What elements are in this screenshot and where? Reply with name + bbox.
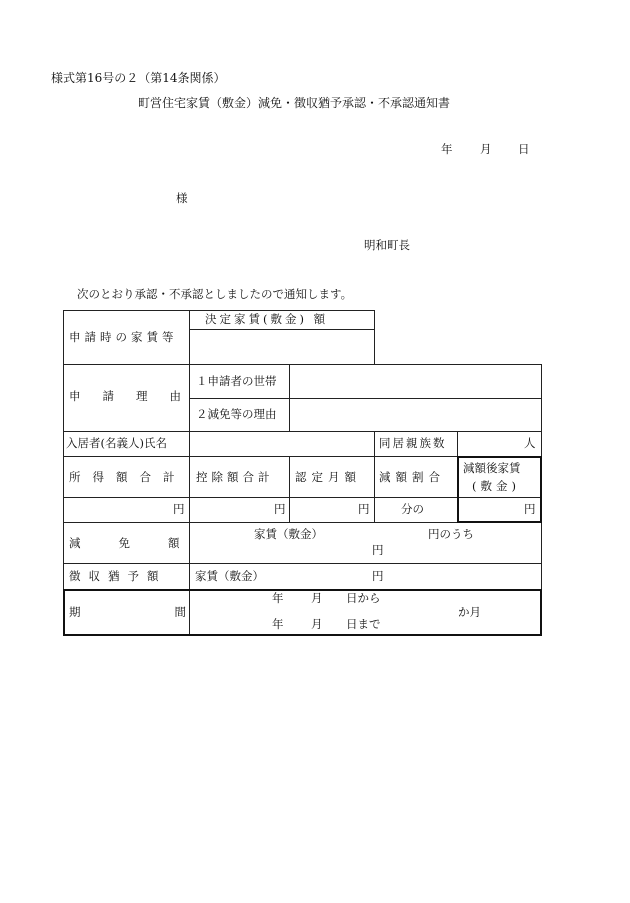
deduction-yen: 円 xyxy=(274,502,286,516)
certified-yen: 円 xyxy=(358,502,370,516)
period-from-month: 月 xyxy=(311,591,323,605)
document-title: 町営住宅家賃（敷金）減免・徴収猶予承認・不承認通知書 xyxy=(138,96,451,110)
period-to-year: 年 xyxy=(272,617,284,631)
period-from-day: 日から xyxy=(346,591,381,605)
date-month-label: 月 xyxy=(480,142,492,156)
intro-text: 次のとおり承認・不承認としましたので通知します。 xyxy=(77,287,353,301)
rent-at-application-label: 申請時の家賃等 xyxy=(69,330,178,344)
reason-exemption: ２減免等の理由 xyxy=(196,407,277,421)
period-label: 期間 xyxy=(69,605,280,619)
after-reduction-label: 減額後家賃 xyxy=(463,461,521,475)
date-year-label: 年 xyxy=(441,142,453,156)
exemption-rent-deposit: 家賃（敷金） xyxy=(254,527,323,541)
addressee-suffix: 様 xyxy=(176,191,188,205)
reason-household: １申請者の世帯 xyxy=(196,374,277,388)
deferral-rent-deposit: 家賃（敷金） xyxy=(195,569,264,583)
form-number: 様式第16号の２（第14条関係） xyxy=(51,71,226,85)
person-unit: 人 xyxy=(524,436,536,450)
reduction-rate-label: 減額割合 xyxy=(379,470,445,484)
after-reduction-deposit-label: (敷金) xyxy=(472,479,520,493)
period-months: か月 xyxy=(458,605,481,619)
date-day-label: 日 xyxy=(518,142,530,156)
household-count-label: 同居親族数 xyxy=(379,436,447,450)
deduction-total-label: 控除額合計 xyxy=(196,470,274,484)
exemption-label: 減免額 xyxy=(69,536,218,550)
certified-monthly-label: 認定月額 xyxy=(295,470,361,484)
period-to-day: 日まで xyxy=(346,617,381,631)
deferral-label: 徴収猶予額 xyxy=(69,569,167,583)
period-from-year: 年 xyxy=(272,591,284,605)
fraction-label: 分の xyxy=(401,502,424,516)
period-to-month: 月 xyxy=(311,617,323,631)
after-reduction-yen: 円 xyxy=(524,502,536,516)
income-yen: 円 xyxy=(173,502,185,516)
decided-rent-label: 決定家賃(敷金) 額 xyxy=(205,312,329,326)
income-total-label: 所得額合計 xyxy=(69,470,187,484)
resident-name-label: 入居者(名義人)氏名 xyxy=(66,436,167,450)
issuer-name: 明和町長 xyxy=(364,238,410,252)
reason-label: 申請理由 xyxy=(69,389,203,403)
exemption-of-which: 円のうち xyxy=(428,527,474,541)
exemption-yen: 円 xyxy=(372,543,384,557)
deferral-yen: 円 xyxy=(372,569,384,583)
